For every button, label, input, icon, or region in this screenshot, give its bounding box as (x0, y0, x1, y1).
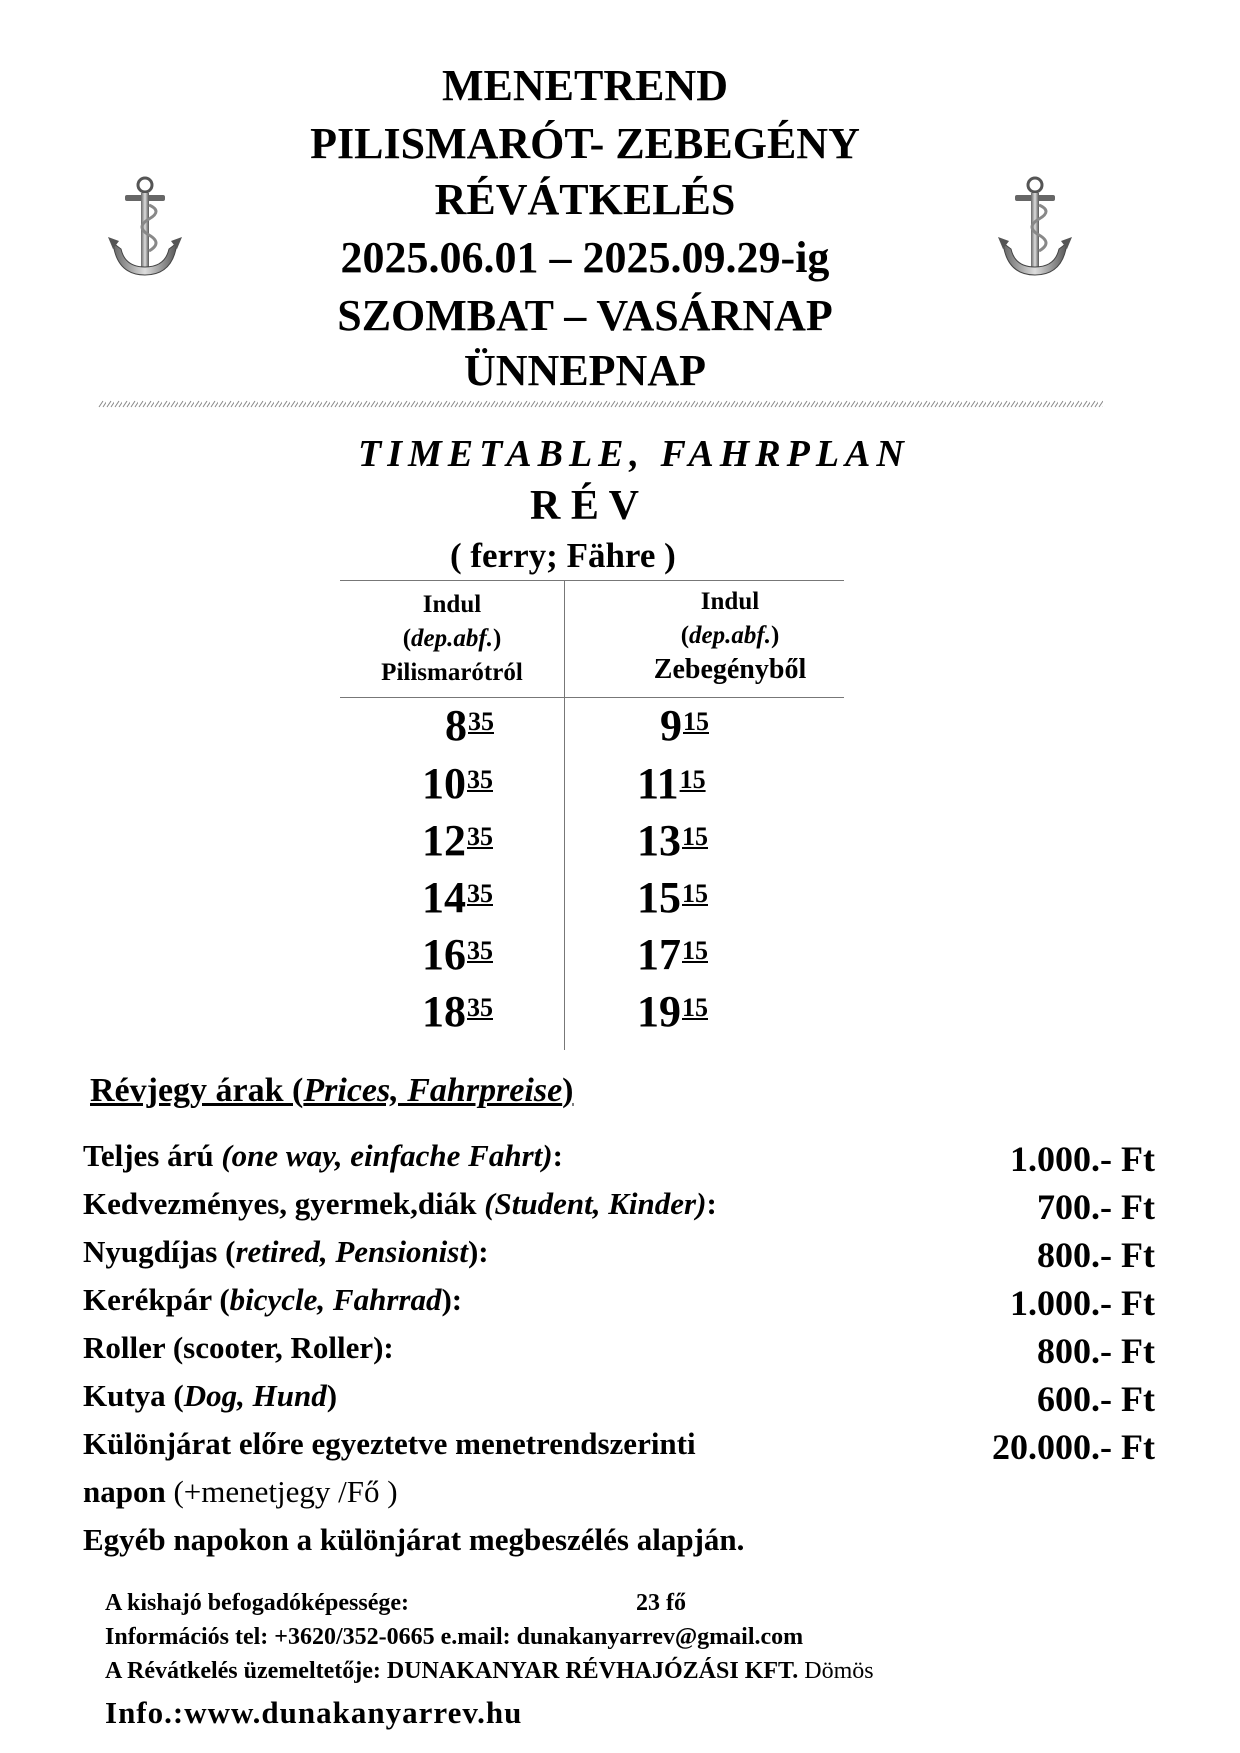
special-trip-row (83, 1426, 1155, 1474)
capacity-label: A kishajó befogadóképessége: (105, 1590, 410, 1616)
timetable-title: TIMETABLE, FAHRPLAN (358, 433, 910, 475)
ferry-subtitle: ( ferry; Fähre ) (450, 536, 676, 575)
col1-dep: dep.abf. (411, 625, 493, 652)
col2-dep: dep.abf. (689, 622, 771, 649)
other-days-note: Egyéb napokon a különjárat megbeszélés alapján. (83, 1522, 745, 1557)
special-trip-row-2 (83, 1474, 1155, 1522)
price-label: Nyugdíjas (retired, Pensionist): (83, 1234, 489, 1269)
price-row (83, 1234, 1155, 1282)
header-line-2: PILISMARÓT- ZEBEGÉNY (310, 119, 860, 168)
timetable-table (340, 580, 844, 1050)
price-value: 800.- Ft (1037, 1235, 1155, 1275)
capacity-value: 23 fő (636, 1590, 686, 1616)
price-row (83, 1186, 1155, 1234)
price-value: 600.- Ft (1037, 1379, 1155, 1419)
rev-title: R É V (530, 483, 639, 529)
header-line-6: ÜNNEPNAP (464, 346, 706, 395)
decorative-separator (98, 400, 1103, 408)
col1-place: Pilismarótról (381, 659, 523, 686)
departure-zebegeny: $17^{15}$ (637, 930, 708, 979)
departure-pilismarot: $12^{35}$ (422, 816, 493, 865)
header-line-3: RÉVÁTKELÉS (434, 175, 736, 224)
col-head-zebegeny: Indul (dep.abf.) Zebegényből (618, 585, 842, 687)
price-value: 800.- Ft (1037, 1331, 1155, 1371)
price-row (83, 1138, 1155, 1186)
price-label: Roller (scooter, Roller): (83, 1330, 394, 1365)
price-value: 700.- Ft (1037, 1187, 1155, 1227)
header-line-5: SZOMBAT – VASÁRNAP (337, 291, 833, 340)
price-label: Kutya (Dog, Hund) (83, 1378, 338, 1413)
col2-indul: Indul (700, 588, 760, 615)
departure-zebegeny: $11^{15}$ (637, 759, 706, 808)
website-link[interactable]: Info.:www.dunakanyarrev.hu (105, 1695, 523, 1730)
departure-pilismarot: $10^{35}$ (422, 759, 493, 808)
contact-info: Információs tel: +3620/352-0665 e.mail: dunakanyarrev@gmail.com (105, 1624, 804, 1650)
price-label: Teljes árú (one way, einfache Fahrt): (83, 1138, 563, 1173)
departure-pilismarot: $18^{35}$ (422, 987, 493, 1036)
anchor-icon (105, 175, 185, 285)
col2-place: Zebegényből (653, 654, 807, 685)
prices-heading: Révjegy árak (Prices, Fahrpreise) (90, 1072, 574, 1109)
departure-pilismarot: $16^{35}$ (422, 930, 493, 979)
col1-indul: Indul (422, 591, 482, 618)
other-days-row (83, 1522, 1155, 1570)
departure-pilismarot: $8^{35}$ (445, 701, 494, 750)
price-row (83, 1282, 1155, 1330)
price-value: 1.000.- Ft (1010, 1139, 1155, 1179)
anchor-icon (995, 175, 1075, 285)
price-row (83, 1378, 1155, 1426)
header-line-4: 2025.06.01 – 2025.09.29-ig (340, 233, 830, 282)
header-line-1: MENETREND (441, 61, 729, 110)
price-row (83, 1330, 1155, 1378)
price-value: 1.000.- Ft (1010, 1283, 1155, 1323)
price-label: Kerékpár (bicycle, Fahrrad): (83, 1282, 463, 1317)
price-label: Kedvezményes, gyermek,diák (Student, Kinder): (83, 1186, 717, 1221)
departure-pilismarot: $14^{35}$ (422, 873, 493, 922)
departure-zebegeny: $9^{15}$ (660, 701, 709, 750)
departure-zebegeny: $15^{15}$ (637, 873, 708, 922)
col-head-pilismarot: Indul (dep.abf.) Pilismarótról (340, 588, 564, 690)
departure-zebegeny: $19^{15}$ (637, 987, 708, 1036)
special-trip-price: 20.000.- Ft (992, 1427, 1155, 1467)
departure-zebegeny: $13^{15}$ (637, 816, 708, 865)
special-trip-line-1: Különjárat előre egyeztetve menetrendszerinti (83, 1426, 696, 1461)
special-trip-line-2: napon (+menetjegy /Fő ) (83, 1474, 398, 1509)
operator-info: A Révátkelés üzemeltetője: DUNAKANYAR RÉVHAJÓZÁSI KFT. Dömös (105, 1658, 874, 1684)
